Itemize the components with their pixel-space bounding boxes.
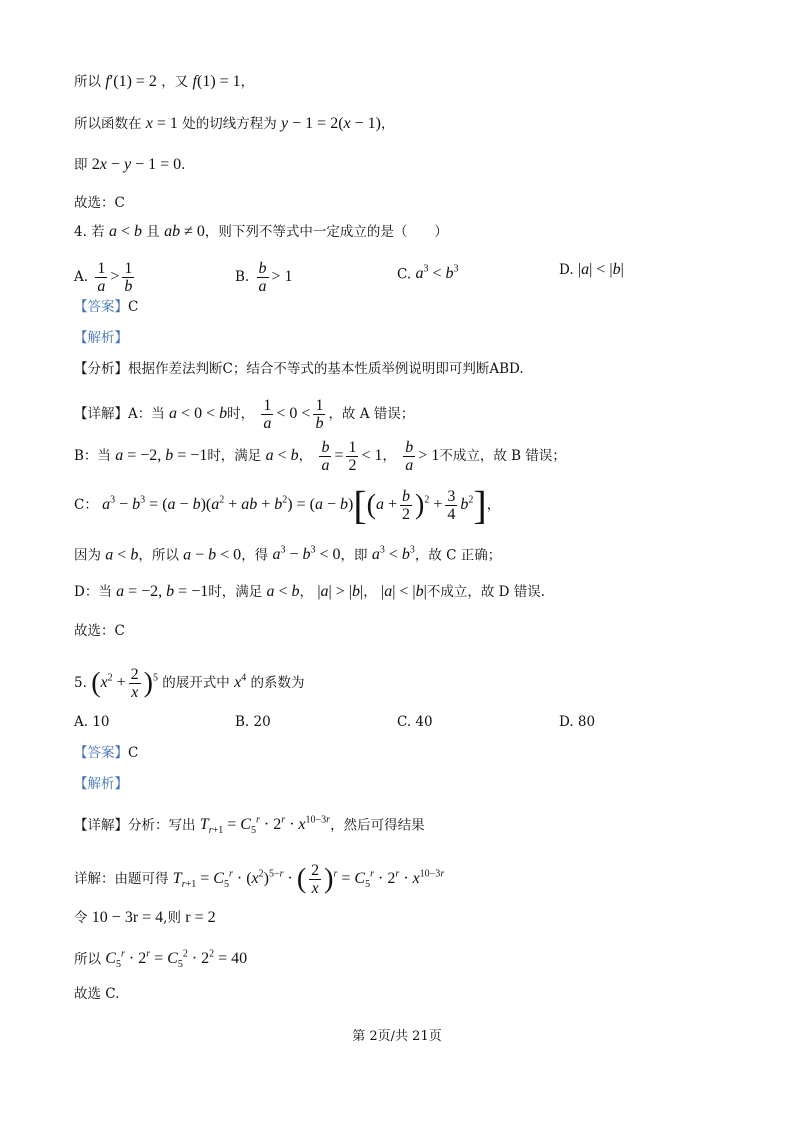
choose-line: 故选：C <box>74 195 125 211</box>
answer-5: 【答案】C <box>74 745 139 761</box>
question-5: 5. ($x^2$ + $\frac{2}{x}$ )$^5$ 的展开式中 $x^4$ 的系数为 <box>74 666 305 701</box>
fenxi-4: 【分析】根据作差法判断C；结合不等式的基本性质举例说明即可判断ABD. <box>74 361 524 377</box>
analysis-label-5: 【解析】 <box>74 776 128 792</box>
formula: x = 1 <box>145 115 178 132</box>
formula: f′(1) = 2 <box>105 73 157 90</box>
detail-c: C： $a^3 - b^3 = (a - b)(a^2$ + ab + $b^2) = (a - b)[(a$ + $\frac{b}{2}$ )$^2$ + $\frac{3}{4}$ $b^2$]， <box>74 482 501 528</box>
detail-5-solution: 详解：由题可得 $T_{r+1} = C_5^r \cdot (x^2)^{5-r}$ · ( $\frac{2}{x}$ )$^r = C_5^r \cdot 2^r \cdot x^{10-3r}$ <box>74 862 445 897</box>
line-1: 所以 f′(1) = 2 ，又 f(1) = 1， <box>74 73 255 90</box>
option-5d: D. 80 <box>559 714 596 730</box>
formula: a < b <box>108 223 142 240</box>
detail-5-ling: 令 10 − 3r = 4,则 r = 2 <box>74 909 216 926</box>
answer-4: 【答案】C <box>74 299 139 315</box>
detail-yin: 因为 a < b，所以 a − b < 0，得 $a^3 - b^3 < 0$，即 $a^3 < b^3$，故 C 正确； <box>74 545 502 564</box>
detail-5-analysis: 【详解】分析：写出 $T_{r+1} = C_5^r \cdot 2^r \cdot x^{10-3r}$，然后可得结果 <box>74 815 425 837</box>
option-a: A. $\frac{1}{a}$ > $\frac{1}{b}$ <box>74 260 133 295</box>
choose-5: 故选 C. <box>74 986 120 1002</box>
formula: f(1) = 1 <box>192 73 241 90</box>
option-5a: A. 10 <box>74 714 110 730</box>
detail-5-result: 所以 $C_5^r \cdot 2^r = C_5^2 \cdot 2^2 = 40$ <box>74 949 248 971</box>
formula: y − 1 = 2(x − 1) <box>281 115 381 132</box>
detail-a: 【详解】A：当 a < 0 < b时， $\frac{1}{a}$ < 0 < $\frac{1}{b}$ ，故 A 错误； <box>74 397 415 432</box>
line-2: 所以函数在 x = 1 处的切线方程为 y − 1 = 2(x − 1)， <box>74 115 395 132</box>
choose-4: 故选：C <box>74 623 125 639</box>
analysis-label-4: 【解析】 <box>74 330 128 346</box>
option-5c: C. 40 <box>397 714 433 730</box>
option-b: B. $\frac{b}{a}$ > 1 <box>235 260 293 295</box>
option-c: C. $a^3 < b^3$ <box>397 264 459 283</box>
option-d: D. |a| < |b| <box>559 261 624 278</box>
detail-d: D：当 a = −2, b = −1时，满足 a < b， |a| > |b|， |a| < |b|不成立，故 D 错误. <box>74 583 546 600</box>
question-4: 4. 若 a < b 且 ab ≠ 0，则下列不等式中一定成立的是（ ） <box>74 223 448 240</box>
detail-b: B：当 a = −2, b = −1时，满足 a < b， $\frac{b}{a}$ = $\frac{1}{2}$ < 1， $\frac{b}{a}$ > 1不成立，故 B 错误； <box>74 439 566 474</box>
formula: ab ≠ 0 <box>164 223 205 240</box>
option-5b: B. 20 <box>235 714 271 730</box>
line-3: 即 2x − y − 1 = 0. <box>74 156 186 173</box>
formula: 2x − y − 1 = 0 <box>91 156 182 173</box>
page-footer: 第 2页/共 21页 <box>352 1029 442 1044</box>
